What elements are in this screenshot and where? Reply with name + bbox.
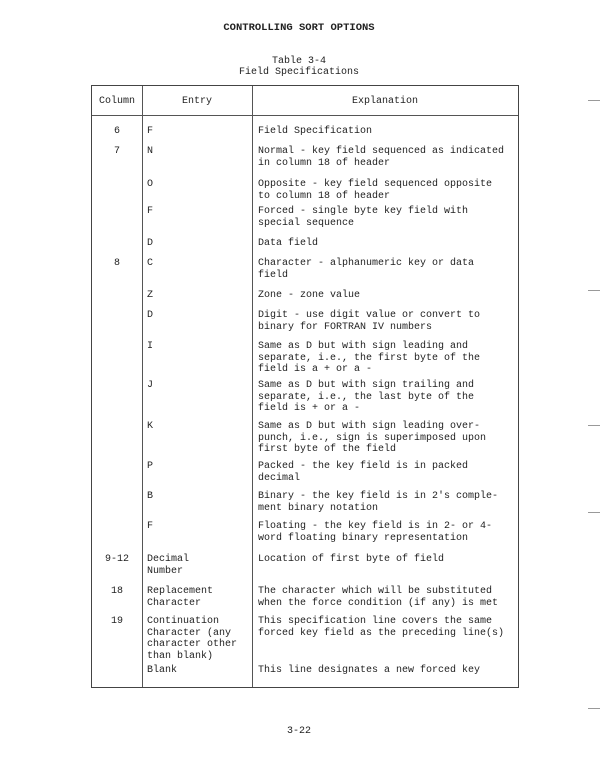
field-specifications-table: [91, 85, 519, 688]
scan-mark: [588, 100, 600, 101]
row-entry: Replacement Character: [147, 586, 214, 609]
row-entry: C: [147, 258, 154, 269]
row-entry: Continuation Character (any character other than blank): [147, 616, 238, 662]
row-explanation: Packed - the key field is in packed decimal: [258, 461, 469, 484]
column-divider: [142, 86, 143, 687]
row-entry: Blank: [147, 665, 178, 676]
row-column: 7: [113, 146, 120, 157]
row-entry: B: [147, 491, 154, 502]
row-explanation: Floating - the key field is in 2- or 4- word floating binary representation: [258, 521, 493, 544]
row-explanation: Forced - single byte key field with special sequence: [258, 206, 469, 229]
scan-mark: [588, 290, 600, 291]
scan-mark: [588, 512, 600, 513]
row-explanation: Data field: [258, 238, 319, 249]
row-column: 18: [110, 586, 123, 597]
row-column: 9-12: [104, 554, 129, 565]
row-entry: Z: [147, 290, 154, 301]
row-explanation: Same as D but with sign leading and separate, i.e., the first byte of the field is a + or a -: [258, 341, 481, 375]
row-explanation: Normal - key field sequenced as indicated in column 18 of header: [258, 146, 505, 169]
row-explanation: Same as D but with sign trailing and separate, i.e., the last byte of the field is + or a -: [258, 380, 475, 414]
row-explanation: Binary - the key field is in 2's comple- ment binary notation: [258, 491, 499, 514]
row-entry: D: [147, 310, 154, 321]
row-entry: D: [147, 238, 154, 249]
column-divider: [252, 86, 253, 687]
table-title: Field Specifications: [238, 67, 360, 78]
row-column: 19: [110, 616, 123, 627]
row-column: 6: [113, 126, 120, 137]
row-explanation: Field Specification: [258, 126, 373, 137]
page-number: 3-22: [286, 726, 311, 737]
row-entry: F: [147, 126, 154, 137]
row-explanation: Opposite - key field sequenced opposite to column 18 of header: [258, 179, 493, 202]
header-entry: Entry: [181, 96, 212, 107]
row-explanation: Digit - use digit value or convert to binary for FORTRAN IV numbers: [258, 310, 481, 333]
row-explanation: Character - alphanumeric key or data field: [258, 258, 475, 281]
row-entry: P: [147, 461, 154, 472]
header-column: Column: [98, 96, 135, 107]
scan-mark: [588, 708, 600, 709]
row-explanation: Zone - zone value: [258, 290, 361, 301]
row-entry: O: [147, 179, 154, 190]
row-entry: F: [147, 206, 154, 217]
header-divider: [92, 115, 518, 116]
table-number: Table 3-4: [271, 56, 326, 67]
row-entry: J: [147, 380, 154, 391]
row-explanation: This specification line covers the same forced key field as the preceding line(s): [258, 616, 505, 639]
row-explanation: Location of first byte of field: [258, 554, 445, 565]
row-entry: Decimal Number: [147, 554, 190, 577]
header-explanation: Explanation: [351, 96, 418, 107]
row-entry: N: [147, 146, 154, 157]
row-entry: I: [147, 341, 154, 352]
row-entry: K: [147, 421, 154, 432]
scan-mark: [588, 425, 600, 426]
row-explanation: Same as D but with sign leading over- punch, i.e., sign is superimposed upon first byte of the field: [258, 421, 487, 455]
row-explanation: This line designates a new forced key: [258, 665, 481, 676]
row-explanation: The character which will be substituted when the force condition (if any) is met: [258, 586, 499, 609]
row-entry: F: [147, 521, 154, 532]
page-title: CONTROLLING SORT OPTIONS: [223, 22, 375, 34]
row-column: 8: [113, 258, 120, 269]
